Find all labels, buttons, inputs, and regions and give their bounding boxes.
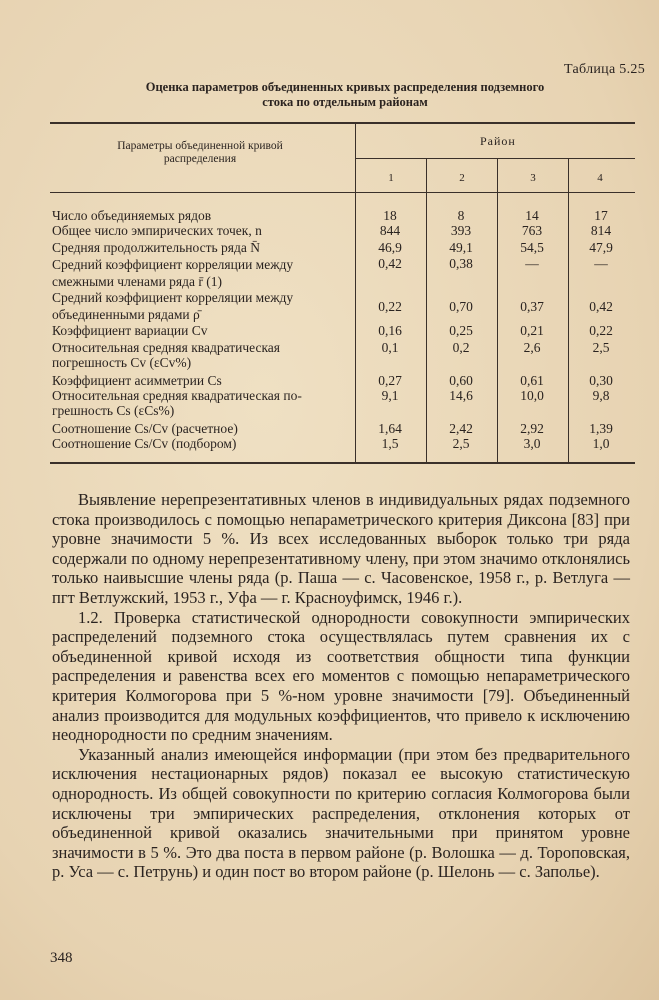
table-cell: 0,60: [449, 373, 473, 388]
row-label-line: Коэффициент асимметрии Cs: [52, 373, 222, 388]
table-cell: 2,6: [523, 340, 541, 355]
row-label: [52, 256, 352, 290]
row-label-line: Коэффициент вариации Cv: [52, 323, 208, 338]
table-cell: 1,5: [381, 436, 399, 451]
table-cell: 0,1: [381, 340, 399, 355]
table-cell: 46,9: [378, 240, 402, 255]
table-cell: 2,92: [520, 421, 544, 436]
table-cell: 17: [594, 208, 608, 223]
table-cell: 18: [383, 208, 397, 223]
row-label-line: Относительная средняя квадратическая по-: [52, 388, 302, 403]
table-cell: 0,30: [589, 373, 613, 388]
table-cell: 814: [590, 223, 612, 238]
table-caption-line: стока по отдельным районам: [262, 95, 428, 109]
row-label: [52, 323, 352, 338]
table-header-rule: [355, 158, 635, 159]
table-cell: 1,64: [378, 421, 402, 436]
region-number: 1: [388, 172, 394, 184]
row-label: [52, 208, 352, 223]
row-label: [52, 223, 352, 238]
table-cell: 0,25: [449, 323, 473, 338]
paragraph: Выявление нерепрезентативных членов в индивидуальных рядах подземного стока производилось с помощью непараметрического критерия Диксона [83] при уровне значимости 5 %. Из всех исследованных выборок только три ряда содержали по одному нерепрезентативному члену, при этом значимо отклонялись только наивысшие члены ряда (р. Паша — с. Часовенское, 1958 г., р. Ветлуга — пгт Ветлужский, 1953 г., Уфа — г. Красноуфимск, 1946 г.).: [52, 490, 630, 607]
table-cell: 1,39: [589, 421, 613, 436]
region-number: 3: [530, 172, 536, 184]
table-cell: 2,42: [449, 421, 473, 436]
row-label-line: объединенными рядами ρ̄: [52, 307, 200, 322]
table-cell: 0,42: [589, 299, 613, 314]
table-cell: 14,6: [449, 388, 473, 403]
table-cell: 47,9: [589, 240, 613, 255]
table-cell: 393: [450, 223, 472, 238]
row-label-line: Соотношение Cs/Cv (подбором): [52, 436, 237, 451]
header-line: распределения: [163, 153, 237, 165]
table-cell: 0,42: [378, 256, 402, 271]
row-label-line: Средняя продолжительность ряда N̄: [52, 240, 260, 255]
row-label-line: грешность Cs (εCs%): [52, 403, 175, 418]
table-header-parameters: [55, 140, 345, 166]
row-label: [52, 340, 352, 370]
row-label-line: смежными членами ряда r̄ (1): [52, 274, 222, 289]
body-text: [52, 490, 630, 882]
row-label-line: Число объединяемых рядов: [52, 208, 212, 223]
table-top-rule: [50, 122, 635, 124]
table-cell: 0,21: [520, 323, 544, 338]
table-cell: 844: [379, 223, 401, 238]
region-number: 2: [459, 172, 465, 184]
row-label-line: Общее число эмпирических точек, n: [52, 223, 262, 238]
row-label-line: Средний коэффициент корреляции между: [52, 257, 294, 272]
table-cell: 0,38: [449, 256, 473, 271]
table-cell: 2,5: [592, 340, 610, 355]
table-cell: 3,0: [523, 436, 541, 451]
row-label-line: Средний коэффициент корреляции между: [52, 290, 294, 305]
table-header-bottom-rule: [50, 192, 635, 193]
row-label: [52, 289, 352, 323]
table-cell: 9,8: [592, 388, 610, 403]
table-caption: [90, 80, 600, 110]
table-label: Таблица 5.25: [564, 62, 645, 77]
table-cell: 0,22: [378, 299, 402, 314]
table-cell: —: [525, 256, 539, 271]
table-cell: 10,0: [520, 388, 544, 403]
table-cell: 9,1: [381, 388, 399, 403]
header-line: Параметры объединенной кривой: [117, 140, 283, 152]
row-label: [52, 373, 352, 388]
paragraph: 1.2. Проверка статистической однородности совокупности эмпирических распределений подземного стока осуществлялась путем сравнения их с объединенной кривой исходя из соответствия общности типа функции распределения и равенства всех его моментов с помощью непараметрического критерия Колмогорова при 5 %-ном уровне значимости [79]. Объединенный анализ производится для модульных коэффициентов, что привело к исключению неоднородности по средним значениям.: [52, 607, 630, 745]
table-cell: 0,70: [449, 299, 473, 314]
table-cell: 0,37: [520, 299, 544, 314]
table-cell: 0,22: [589, 323, 613, 338]
paragraph: Указанный анализ имеющейся информации (при этом без предварительного исключения нестационарных рядов) показал ее высокую статистическую однородность. Из общей совокупности по критерию согласия Колмогорова были исключены три эмпирических распределения, отклонения которых от объединенной кривой оказались значительными при принятом уровне значимости в 5 %. Это два поста в первом районе (р. Волошка — д. Тороповская, р. Уса — с. Петрунь) и один пост во втором районе (р. Шелонь — с. Заполье).: [52, 744, 630, 882]
table-cell: 0,61: [520, 373, 544, 388]
row-label: [52, 388, 352, 418]
table-cell: 0,2: [452, 340, 470, 355]
row-label-line: погрешность Cv (εCv%): [52, 355, 192, 370]
row-label: [52, 240, 352, 255]
table-cell: 1,0: [592, 436, 610, 451]
table-caption-line: Оценка параметров объединенных кривых распределения подземного: [145, 80, 545, 94]
table-cell: 0,27: [378, 373, 402, 388]
row-label: [52, 421, 352, 436]
region-number: 4: [597, 172, 603, 184]
row-label-line: Соотношение Cs/Cv (расчетное): [52, 421, 238, 436]
table-cell: —: [594, 256, 608, 271]
table-cell: 14: [525, 208, 539, 223]
table-bottom-rule: [50, 462, 635, 464]
table-cell: 763: [521, 223, 543, 238]
table-header-region: Район: [480, 134, 516, 148]
row-label: [52, 436, 352, 451]
table-cell: 49,1: [449, 240, 473, 255]
page-number: 348: [50, 950, 73, 966]
table-cell: 0,16: [378, 323, 402, 338]
row-label-line: Относительная средняя квадратическая: [52, 340, 281, 355]
table-cell: 8: [457, 208, 465, 223]
table-cell: 2,5: [452, 436, 470, 451]
table-cell: 54,5: [520, 240, 544, 255]
